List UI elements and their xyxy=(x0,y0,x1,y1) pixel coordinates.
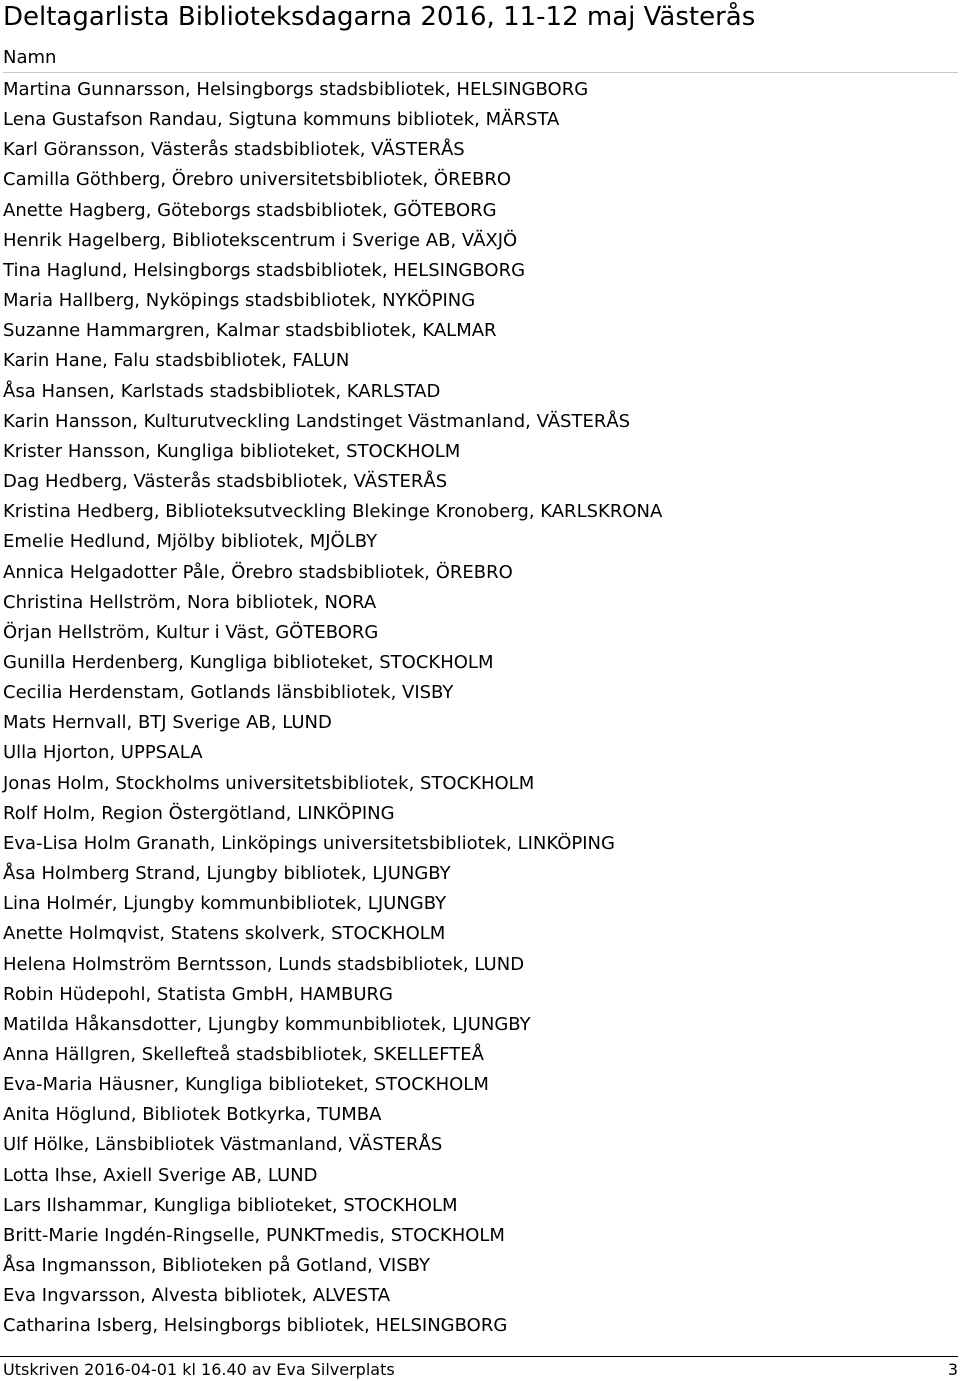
list-item: Ulla Hjorton, UPPSALA xyxy=(3,742,203,764)
participant-list xyxy=(3,75,662,1342)
list-item: Anna Hällgren, Skellefteå stadsbibliotek, SKELLEFTEÅ xyxy=(3,1044,484,1065)
list-item: Mats Hernvall, BTJ Sverige AB, LUND xyxy=(3,712,332,734)
list-item: Ulf Hölke, Länsbibliotek Västmanland, VÄSTERÅS xyxy=(3,1134,443,1156)
list-item: Cecilia Herdenstam, Gotlands länsbibliotek, VISBY xyxy=(3,682,454,704)
list-item: Maria Hallberg, Nyköpings stadsbibliotek, NYKÖPING xyxy=(3,290,476,312)
list-item: Eva Ingvarsson, Alvesta bibliotek, ALVESTA xyxy=(3,1285,391,1307)
column-header xyxy=(3,44,958,73)
list-item: Kristina Hedberg, Biblioteksutveckling Blekinge Kronoberg, KARLSKRONA xyxy=(3,501,663,523)
list-item: Catharina Isberg, Helsingborgs bibliotek, HELSINGBORG xyxy=(3,1315,508,1337)
list-item: Suzanne Hammargren, Kalmar stadsbibliotek, KALMAR xyxy=(3,320,497,342)
list-item: Anette Hagberg, Göteborgs stadsbibliotek, GÖTEBORG xyxy=(3,199,497,221)
column-header-label: Namn xyxy=(3,47,57,68)
page-number: 3 xyxy=(947,1360,958,1379)
list-item: Åsa Hansen, Karlstads stadsbibliotek, KARLSTAD xyxy=(3,380,441,402)
list-item: Anette Holmqvist, Statens skolverk, STOCKHOLM xyxy=(3,923,446,945)
list-item: Helena Holmström Berntsson, Lunds stadsbibliotek, LUND xyxy=(3,953,525,975)
list-item: Krister Hansson, Kungliga biblioteket, STOCKHOLM xyxy=(3,440,461,462)
list-item: Martina Gunnarsson, Helsingborgs stadsbibliotek, HELSINGBORG xyxy=(3,79,589,100)
list-item: Karl Göransson, Västerås stadsbibliotek, VÄSTERÅS xyxy=(3,139,465,161)
list-item: Örjan Hellström, Kultur i Väst, GÖTEBORG xyxy=(3,621,379,643)
list-item: Christina Hellström, Nora bibliotek, NORA xyxy=(3,591,377,613)
list-item: Eva-Maria Häusner, Kungliga biblioteket, STOCKHOLM xyxy=(3,1074,489,1096)
list-item: Tina Haglund, Helsingborgs stadsbibliotek, HELSINGBORG xyxy=(3,259,526,281)
list-item: Lina Holmér, Ljungby kommunbibliotek, LJUNGBY xyxy=(3,893,447,915)
list-item: Åsa Holmberg Strand, Ljungby bibliotek, LJUNGBY xyxy=(3,863,451,885)
list-item: Henrik Hagelberg, Bibliotekscentrum i Sverige AB, VÄXJÖ xyxy=(3,229,518,251)
list-item: Karin Hane, Falu stadsbibliotek, FALUN xyxy=(3,350,350,372)
list-item: Karin Hansson, Kulturutveckling Landstinget Västmanland, VÄSTERÅS xyxy=(3,410,631,432)
list-item: Jonas Holm, Stockholms universitetsbibliotek, STOCKHOLM xyxy=(3,772,535,794)
page-title: Deltagarlista Biblioteksdagarna 2016, 11-12 maj Västerås xyxy=(3,2,756,32)
list-item: Gunilla Herdenberg, Kungliga biblioteket, STOCKHOLM xyxy=(3,651,494,673)
list-item: Matilda Håkansdotter, Ljungby kommunbibliotek, LJUNGBY xyxy=(3,1013,531,1035)
list-item: Emelie Hedlund, Mjölby bibliotek, MJÖLBY xyxy=(3,531,378,553)
printed-info: Utskriven 2016-04-01 kl 16.40 av Eva Silverplats xyxy=(3,1360,395,1379)
list-item: Lena Gustafson Randau, Sigtuna kommuns bibliotek, MÄRSTA xyxy=(3,109,560,131)
list-item: Anita Höglund, Bibliotek Botkyrka, TUMBA xyxy=(3,1104,382,1126)
list-item: Annica Helgadotter Påle, Örebro stadsbibliotek, ÖREBRO xyxy=(3,561,513,583)
list-item: Lotta Ihse, Axiell Sverige AB, LUND xyxy=(3,1164,318,1186)
list-item: Rolf Holm, Region Östergötland, LINKÖPING xyxy=(3,802,395,824)
list-item: Lars Ilshammar, Kungliga biblioteket, STOCKHOLM xyxy=(3,1194,458,1216)
list-item: Britt-Marie Ingdén-Ringselle, PUNKTmedis, STOCKHOLM xyxy=(3,1224,505,1246)
page-footer xyxy=(0,1356,958,1381)
list-item: Åsa Ingmansson, Biblioteken på Gotland, VISBY xyxy=(3,1255,430,1277)
list-item: Camilla Göthberg, Örebro universitetsbibliotek, ÖREBRO xyxy=(3,169,512,191)
list-item: Eva-Lisa Holm Granath, Linköpings universitetsbibliotek, LINKÖPING xyxy=(3,832,615,854)
list-item: Robin Hüdepohl, Statista GmbH, HAMBURG xyxy=(3,983,394,1005)
list-item: Dag Hedberg, Västerås stadsbibliotek, VÄSTERÅS xyxy=(3,471,448,493)
